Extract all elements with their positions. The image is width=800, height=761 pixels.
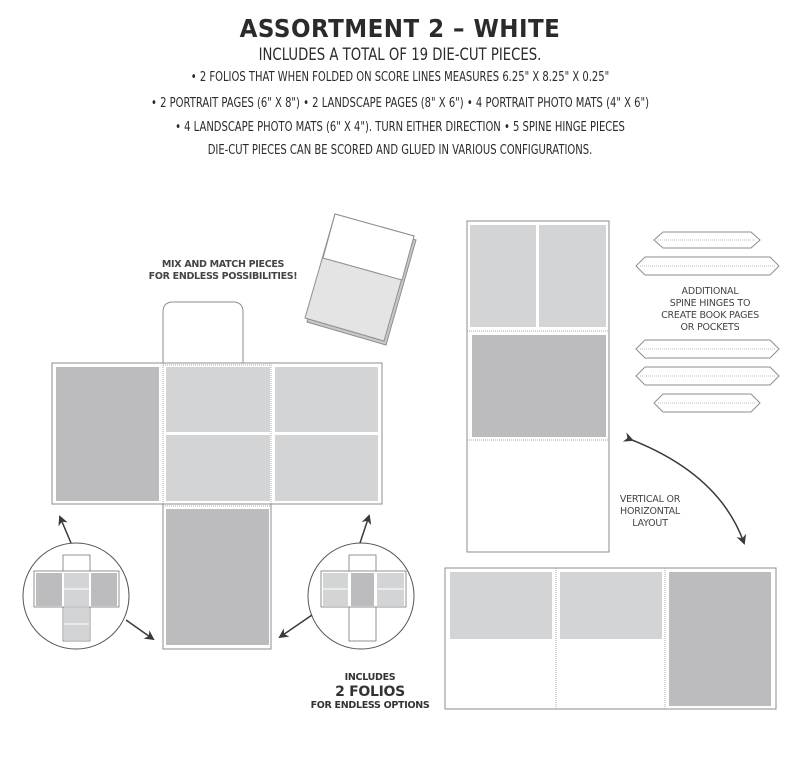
right-variation-circle bbox=[308, 543, 414, 649]
piece-count-subtitle: INCLUDES A TOTAL OF 19 DIE-CUT PIECES. bbox=[258, 45, 542, 65]
left-variation-circle bbox=[23, 543, 129, 649]
includes-line-3: FOR ENDLESS OPTIONS bbox=[310, 700, 430, 711]
spine-hinges-label bbox=[630, 286, 790, 334]
vertical-layout-folio bbox=[467, 221, 609, 552]
includes-line-1: INCLUDES bbox=[344, 672, 396, 683]
description-line-configurations: DIE-CUT PIECES CAN BE SCORED AND GLUED IN VARIOUS CONFIGURATIONS. bbox=[207, 142, 593, 158]
description-line-pages: • 2 PORTRAIT PAGES (6" X 8") • 2 LANDSCAPE PAGES (8" X 6") • 4 PORTRAIT PHOTO MATS (4" X 6") bbox=[151, 95, 649, 111]
mix-match-label bbox=[118, 259, 328, 283]
spine-label-line-3: CREATE BOOK PAGES bbox=[661, 310, 759, 321]
horizontal-layout-folio bbox=[445, 568, 776, 709]
spine-label-line-1: ADDITIONAL bbox=[681, 286, 739, 297]
mix-label-line-1: MIX AND MATCH PIECES bbox=[161, 259, 285, 270]
description-line-mats: • 4 LANDSCAPE PHOTO MATS (6" X 4"). TURN EITHER DIRECTION • 5 SPINE HINGE PIECES bbox=[175, 119, 625, 135]
description-line-folios: • 2 FOLIOS THAT WHEN FOLDED ON SCORE LINES MEASURES 6.25" X 8.25" X 0.25" bbox=[190, 69, 610, 85]
includes-line-2: 2 FOLIOS bbox=[335, 684, 405, 700]
layout-label-line-2: HORIZONTAL bbox=[620, 506, 680, 517]
spine-label-line-4: OR POCKETS bbox=[680, 322, 740, 333]
assortment-title: ASSORTMENT 2 – WHITE bbox=[239, 14, 561, 43]
layout-label-line-3: LAYOUT bbox=[632, 518, 668, 529]
mix-label-line-2: FOR ENDLESS POSSIBILITIES! bbox=[148, 271, 298, 282]
spine-label-line-2: SPINE HINGES TO bbox=[669, 298, 751, 309]
includes-folios-label bbox=[290, 672, 450, 712]
layout-label-line-1: VERTICAL OR bbox=[619, 494, 681, 505]
layout-label bbox=[600, 494, 700, 530]
